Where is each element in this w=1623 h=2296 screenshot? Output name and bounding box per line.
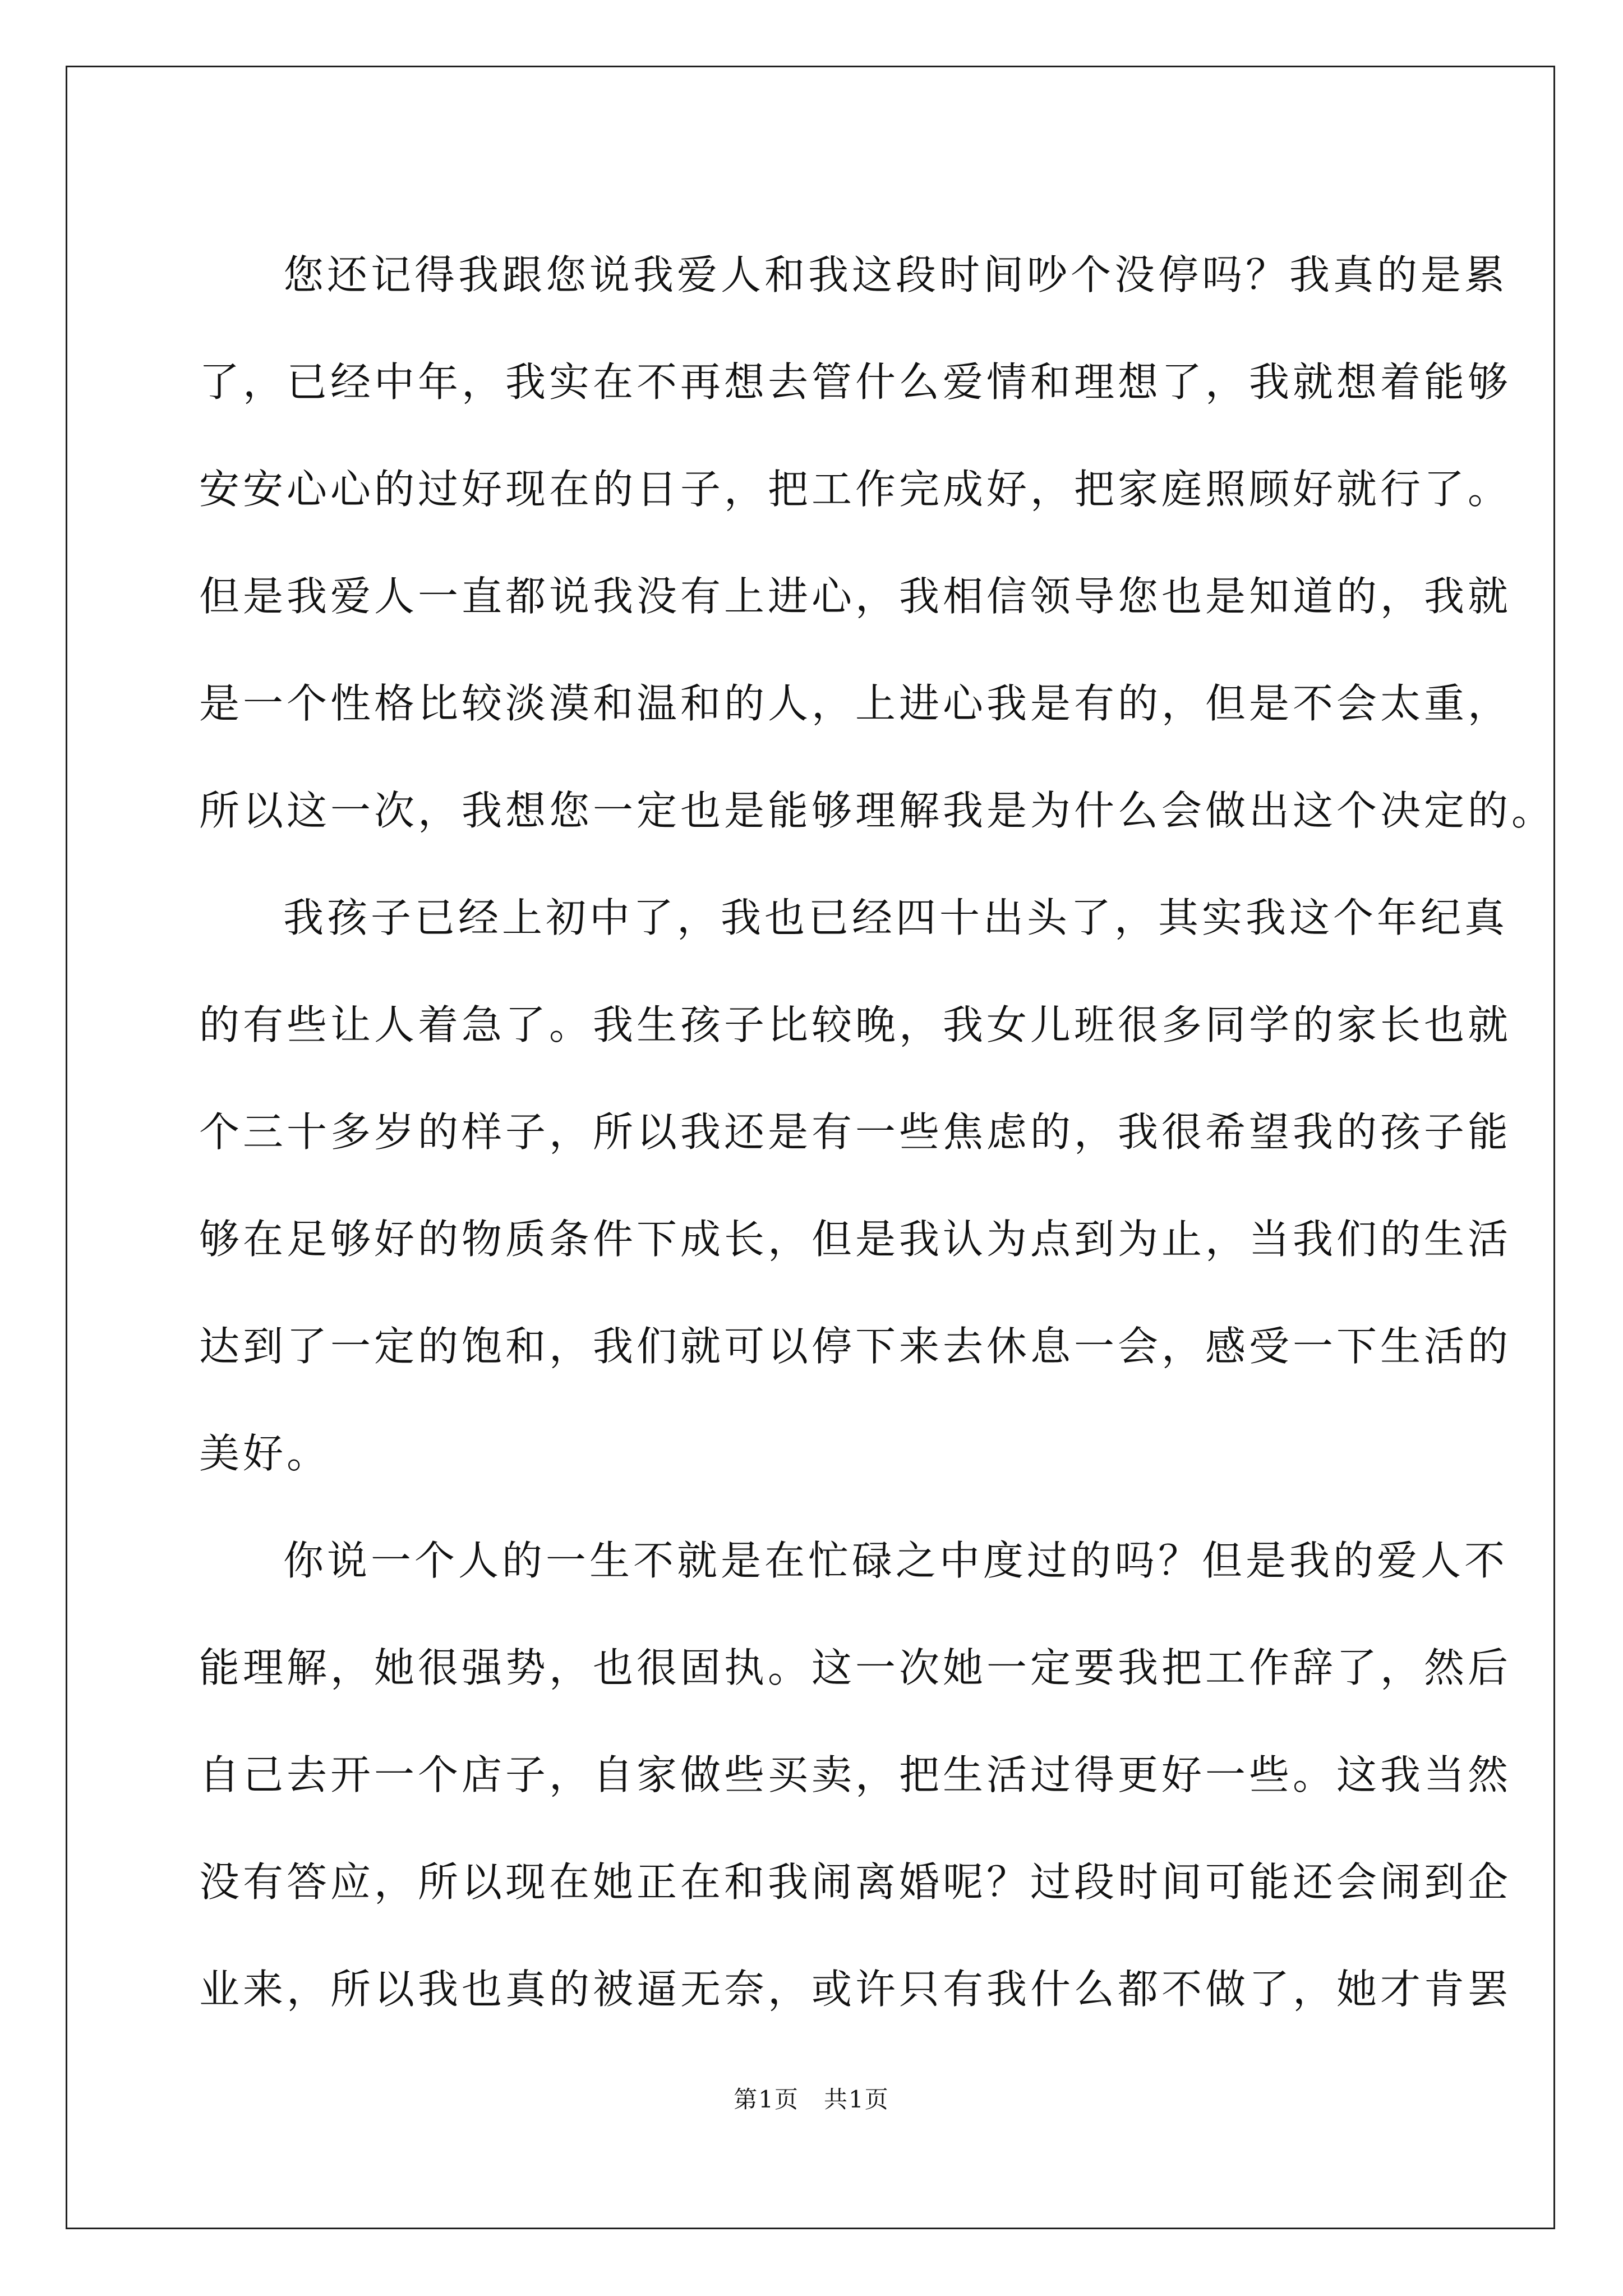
page-number: 第1页 共1页 xyxy=(734,2086,889,2113)
text-line: 自己去开一个店子，自家做些买卖，把生活过得更好一些。这我当然 xyxy=(199,1751,1512,1798)
text-line: 达到了一定的饱和，我们就可以停下来去休息一会，感受一下生活的 xyxy=(199,1323,1512,1370)
text-line: 您还记得我跟您说我爱人和我这段时间吵个没停吗？我真的是累 xyxy=(283,251,1509,298)
text-line: 你说一个人的一生不就是在忙碌之中度过的吗？但是我的爱人不 xyxy=(283,1537,1509,1584)
text-line: 我孩子已经上初中了，我也已经四十出头了，其实我这个年纪真 xyxy=(283,894,1509,941)
text-line: 的有些让人着急了。我生孩子比较晚，我女儿班很多同学的家长也就 xyxy=(199,1001,1512,1048)
text-line: 是一个性格比较淡漠和温和的人，上进心我是有的，但是不会太重， xyxy=(199,680,1512,727)
text-line: 个三十多岁的样子，所以我还是有一些焦虑的，我很希望我的孩子能 xyxy=(199,1108,1512,1156)
text-line: 美好。 xyxy=(199,1430,331,1477)
text-line: 能理解，她很强势，也很固执。这一次她一定要我把工作辞了，然后 xyxy=(199,1644,1512,1691)
text-line: 够在足够好的物质条件下成长，但是我认为点到为止，当我们的生活 xyxy=(199,1216,1512,1263)
text-line: 业来，所以我也真的被逼无奈，或许只有我什么都不做了，她才肯罢 xyxy=(199,1966,1512,2013)
text-line: 但是我爱人一直都说我没有上进心，我相信领导您也是知道的，我就 xyxy=(199,573,1512,620)
document-body xyxy=(199,222,1556,2043)
text-line: 所以这一次，我想您一定也是能够理解我是为什么会做出这个决定的。 xyxy=(199,787,1556,834)
text-line: 没有答应，所以现在她正在和我闹离婚呢？过段时间可能还会闹到企 xyxy=(199,1858,1512,1906)
text-line: 安安心心的过好现在的日子，把工作完成好，把家庭照顾好就行了。 xyxy=(199,466,1512,513)
text-line: 了，已经中年，我实在不再想去管什么爱情和理想了，我就想着能够 xyxy=(199,358,1512,406)
